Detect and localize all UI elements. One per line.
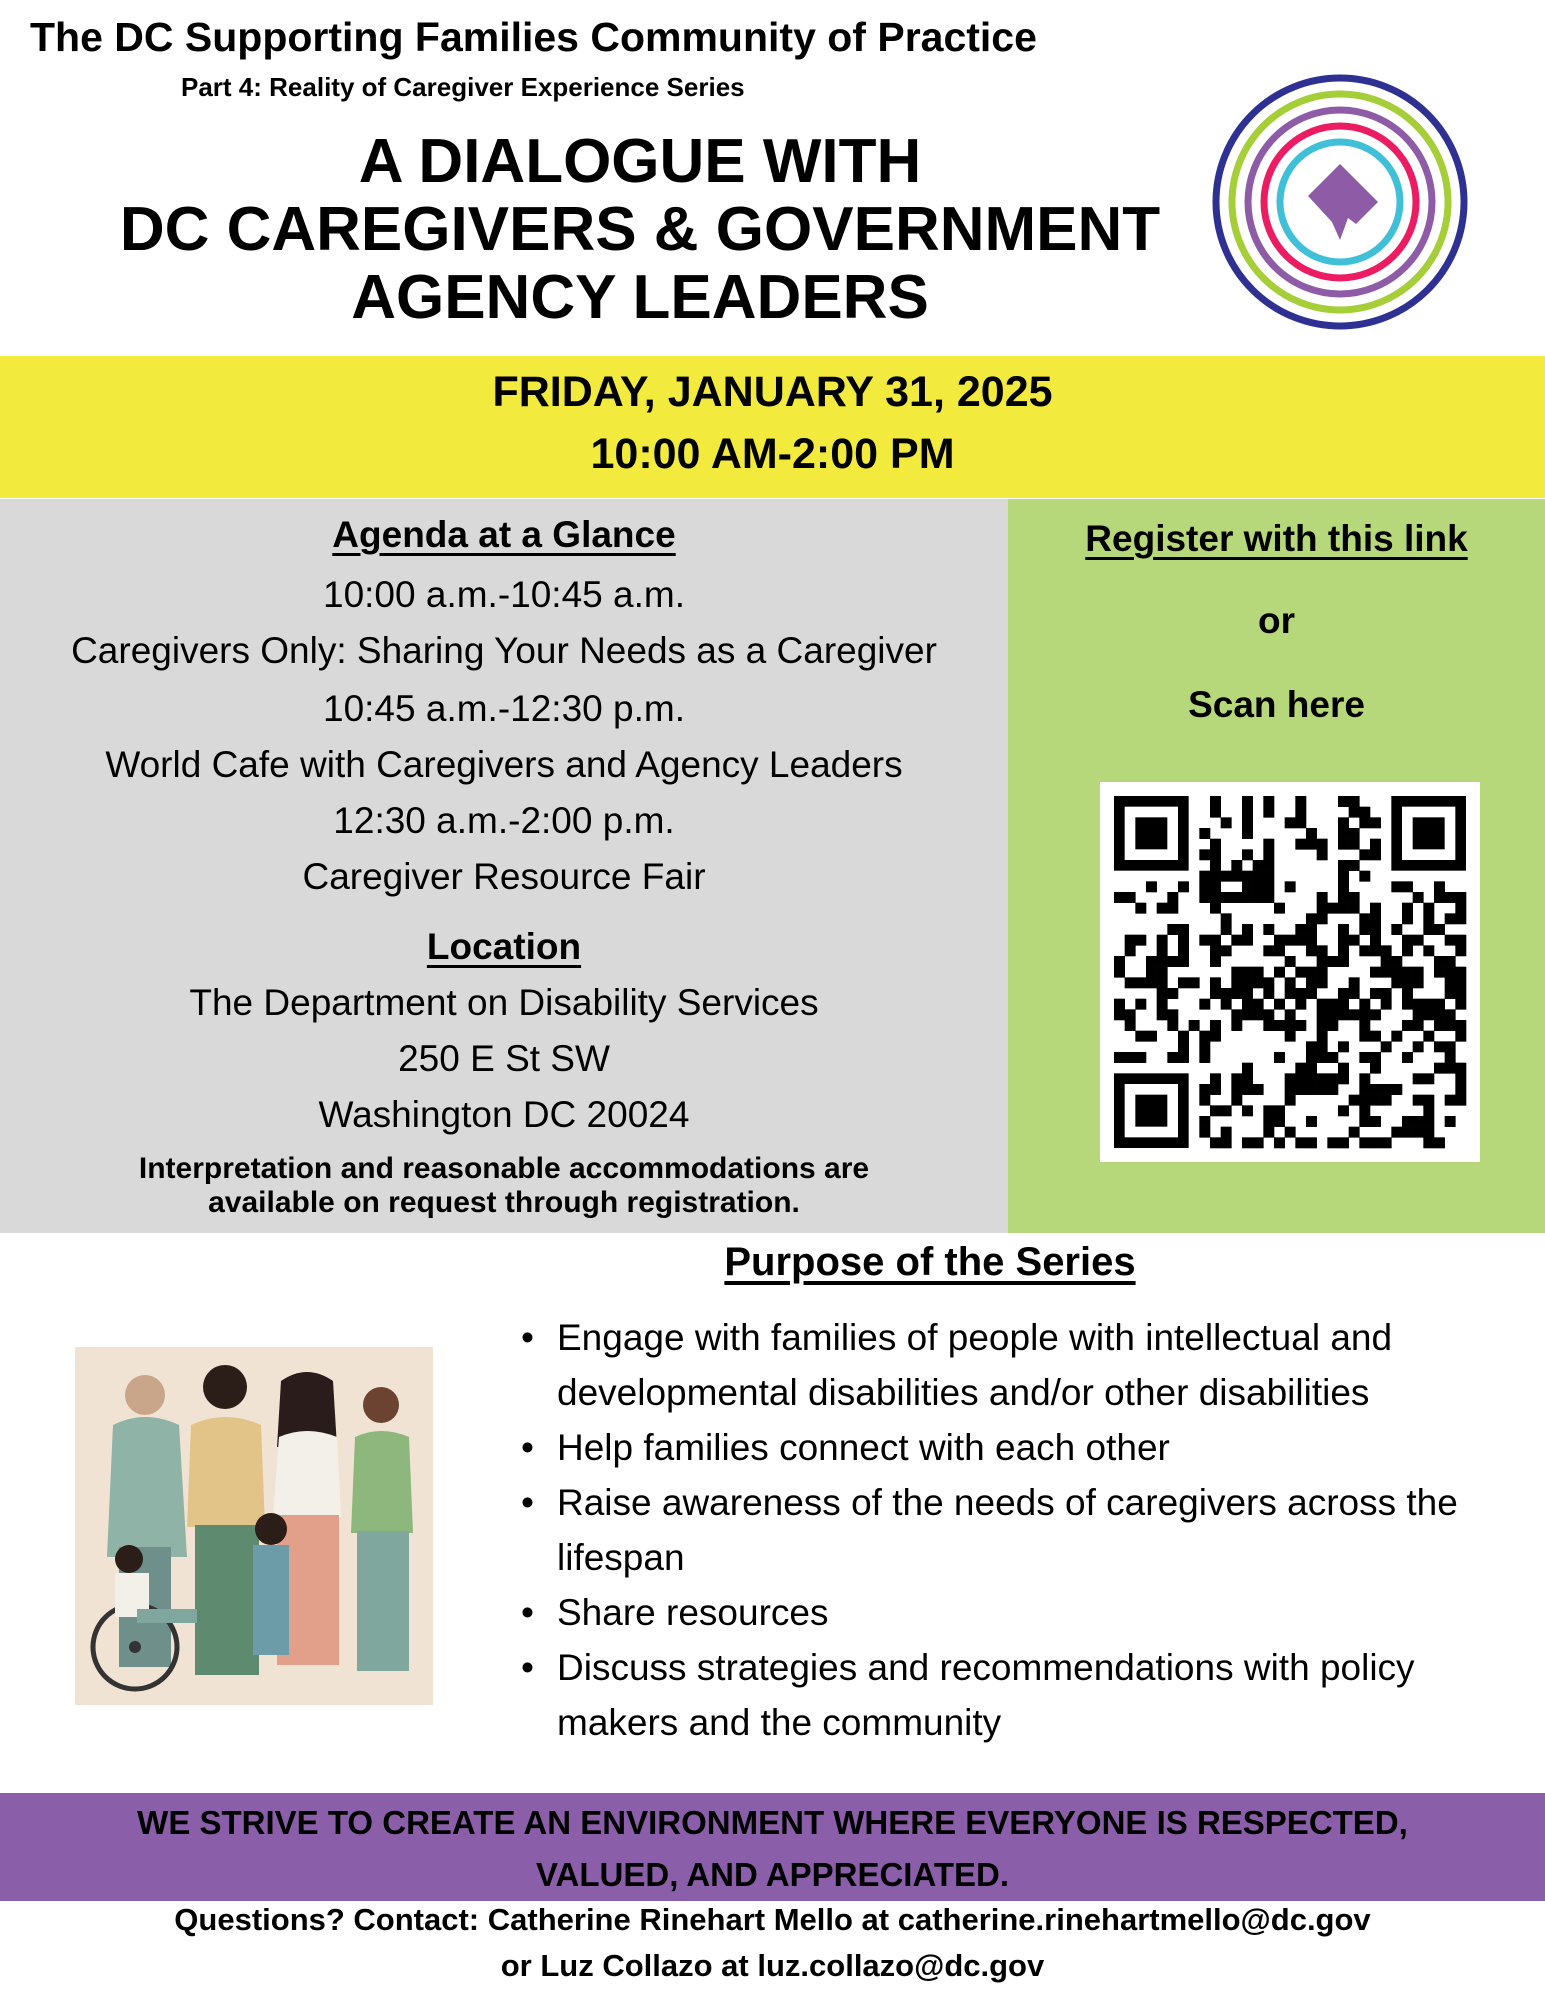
- purpose-heading: Purpose of the Series: [724, 1240, 1136, 1284]
- event-time: 10:00 AM-2:00 PM: [590, 430, 955, 478]
- purpose-item-text: Help families connect with each other: [557, 1427, 1170, 1468]
- purpose-item-text: Raise awareness of the needs of caregivers across the lifespan: [557, 1482, 1458, 1578]
- purpose-item-text: Engage with families of people with intellectual and developmental disabilities and/or other disabilities: [557, 1317, 1393, 1413]
- bullet-icon: •: [521, 1647, 534, 1688]
- accommodations-line-2: available on request through registration.: [208, 1186, 800, 1219]
- register-or: or: [1258, 600, 1295, 641]
- agenda-heading: Agenda at a Glance: [332, 514, 676, 555]
- main-title-line-1: A DIALOGUE WITH: [358, 127, 922, 196]
- main-title-line-2: DC CAREGIVERS & GOVERNMENT: [119, 195, 1161, 264]
- agenda-line-1: 10:00 a.m.-10:45 a.m.: [323, 574, 685, 615]
- main-title: [40, 128, 1240, 332]
- caregiver-family-illustration-icon: [75, 1347, 433, 1705]
- purpose-list: [515, 1310, 1515, 1750]
- purpose-item: [515, 1475, 1515, 1585]
- location-heading: Location: [426, 926, 582, 967]
- agenda-line-6: Caregiver Resource Fair: [302, 856, 706, 897]
- register-link[interactable]: Register with this link: [1085, 518, 1468, 559]
- purpose-item: [515, 1640, 1515, 1750]
- purpose-item: [515, 1310, 1515, 1420]
- location-line-3: Washington DC 20024: [318, 1094, 690, 1135]
- strive-line-2: VALUED, AND APPRECIATED.: [535, 1856, 1010, 1893]
- main-title-line-3: AGENCY LEADERS: [351, 263, 929, 332]
- dc-map-target-logo-icon: [1210, 72, 1470, 332]
- caregiver-family-illustration: [75, 1347, 433, 1705]
- purpose-item-text: Share resources: [557, 1592, 829, 1633]
- location-line-1: The Department on Disability Services: [189, 982, 819, 1023]
- strive-line-1: WE STRIVE TO CREATE AN ENVIRONMENT WHERE EVERYONE IS RESPECTED,: [137, 1804, 1408, 1841]
- strive-statement: [60, 1797, 1485, 1901]
- event-date: FRIDAY, JANUARY 31, 2025: [492, 368, 1053, 416]
- bullet-icon: •: [521, 1427, 534, 1468]
- agenda-line-2: Caregivers Only: Sharing Your Needs as a Caregiver: [71, 630, 937, 671]
- purpose-item-text: Discuss strategies and recommendations with policy makers and the community: [557, 1647, 1415, 1743]
- contact-line-1: Questions? Contact: Catherine Rinehart Mello at catherine.rinehartmello@dc.gov: [174, 1902, 1371, 1937]
- contact-line-2: or Luz Collazo at luz.collazo@dc.gov: [500, 1948, 1045, 1983]
- bullet-icon: •: [521, 1482, 534, 1523]
- accommodations-note: [0, 1152, 1008, 1220]
- scan-here-label: Scan here: [1188, 684, 1365, 725]
- agenda-line-4: World Cafe with Caregivers and Agency Leaders: [105, 744, 903, 785]
- series-subtitle: Part 4: Reality of Caregiver Experience Series: [181, 72, 745, 102]
- qr-code-box[interactable]: [1100, 782, 1480, 1162]
- org-title: The DC Supporting Families Community of Practice: [30, 14, 1037, 60]
- accommodations-line-1: Interpretation and reasonable accommodations are: [138, 1152, 870, 1185]
- purpose-item: [515, 1420, 1515, 1475]
- registration-qr-code-icon[interactable]: [1100, 782, 1480, 1162]
- agenda-line-3: 10:45 a.m.-12:30 p.m.: [323, 688, 685, 729]
- location-line-2: 250 E St SW: [398, 1038, 610, 1079]
- purpose-item: [515, 1585, 1515, 1640]
- agenda-line-5: 12:30 a.m.-2:00 p.m.: [333, 800, 675, 841]
- bullet-icon: •: [521, 1317, 534, 1358]
- bullet-icon: •: [521, 1592, 534, 1633]
